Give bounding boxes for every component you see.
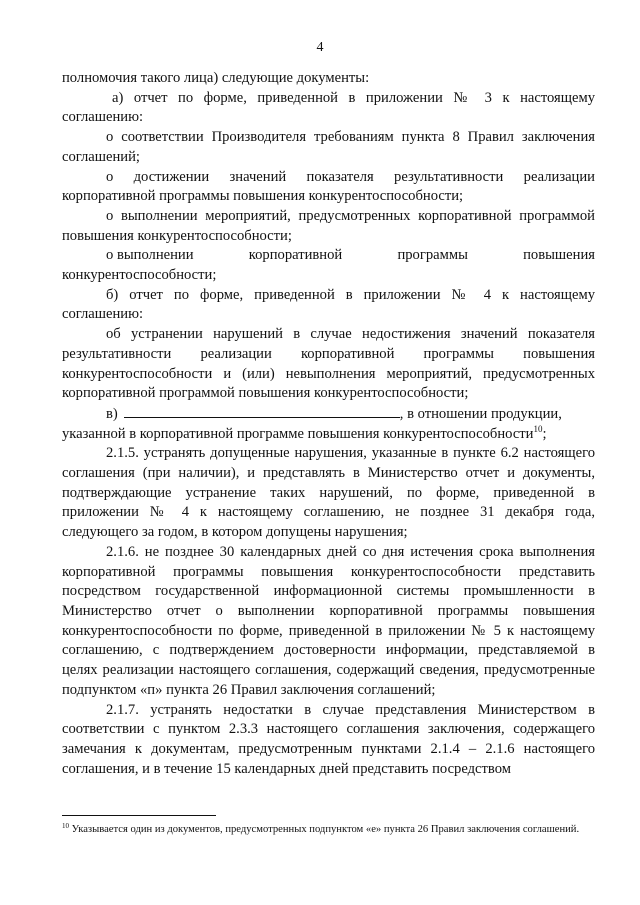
paragraph-compliance: о соответствии Производителя требованиям пункта 8 Правил заключения соглашений; [62, 129, 595, 165]
footnote-ref: 10 [533, 423, 543, 434]
paragraph-achievement: о достижении значений показателя результативности реализации корпоративной программы повышения конкурентоспособности; [62, 168, 595, 205]
page-number: 4 [316, 40, 324, 55]
footnote [62, 823, 595, 837]
word: корпоративной [248, 247, 343, 264]
document-body [62, 69, 595, 779]
footnote-number: 10 [62, 822, 69, 830]
paragraph-item-a: а) отчет по форме, приведенной в приложении № 3 к настоящему соглашению: [62, 89, 595, 126]
paragraph-activities: о выполнении мероприятий, предусмотренных корпоративной программой повышения конкурентоспособности; [62, 207, 595, 244]
paragraph-2-1-7: 2.1.7. устранять недостатки в случае представления Министерством в соответствии с пунктом 2.3.3 настоящего соглашения заключения, содержащего замечания к документам, предусмотренным пунктами 2.1.4 – 2.1.6 настоящего соглашения, и в течение 15 календарных дней представить посредством [62, 701, 595, 777]
paragraph-execution-line1 [62, 246, 595, 266]
paragraph-2-1-6: 2.1.6. не позднее 30 календарных дней со дня истечения срока выполнения корпоративной программы повышения конкурентоспособности представить посредством государственной информационной системы промышленности в Министерство отчет о выполнении корпоративной программы повышения конкурентоспособности по форме, приведенной в приложении № 5 к настоящему соглашению, с подтверждением достоверности информации, представляемой в целях реализации настоящего соглашения, содержащий сведения, предусмотренные подпунктом «п» пункта 26 Правил заключения соглашений; [62, 543, 595, 698]
item-v-label: в) [106, 405, 118, 422]
word: повышения [523, 247, 595, 264]
paragraph-item-v-line2 [62, 425, 595, 445]
item-v-end: ; [542, 425, 547, 442]
item-v-suffix: , в отношении продукции, [399, 405, 562, 422]
paragraph-2-1-5: 2.1.5. устранять допущенные нарушения, указанные в пункте 6.2 настоящего соглашения (при наличии), и представлять в Министерство отчет и документы, подтверждающие устранение таких нарушений, по форме, приведенной в приложении № 4 к настоящему соглашению, не позднее 31 декабря года, следующего за годом, в котором допущены нарушения; [62, 445, 595, 541]
paragraph-violations: об устранении нарушений в случае недостижения значений показателя результативности реализации корпоративной программы повышения конкурентоспособности и (или) невыполнения мероприятий, предусмотренных корпоративной программой повышения конкурентоспособности; [62, 326, 595, 402]
paragraph-item-b: б) отчет по форме, приведенной в приложении № 4 к настоящему соглашению: [62, 286, 595, 323]
word: о выполнении [106, 247, 194, 264]
blank-line [124, 404, 400, 418]
word: программы [397, 247, 468, 264]
item-v-text: указанной в корпоративной программе повышения конкурентоспособности [62, 425, 534, 442]
paragraph-intro: полномочия такого лица) следующие документы: [62, 70, 370, 86]
footnote-divider [62, 815, 216, 816]
paragraph-execution-line2: конкурентоспособности; [62, 267, 217, 284]
footnote-text: Указывается один из документов, предусмотренных подпунктом «е» пункта 26 Правил заключения соглашений. [71, 824, 580, 835]
paragraph-item-v [62, 404, 595, 425]
